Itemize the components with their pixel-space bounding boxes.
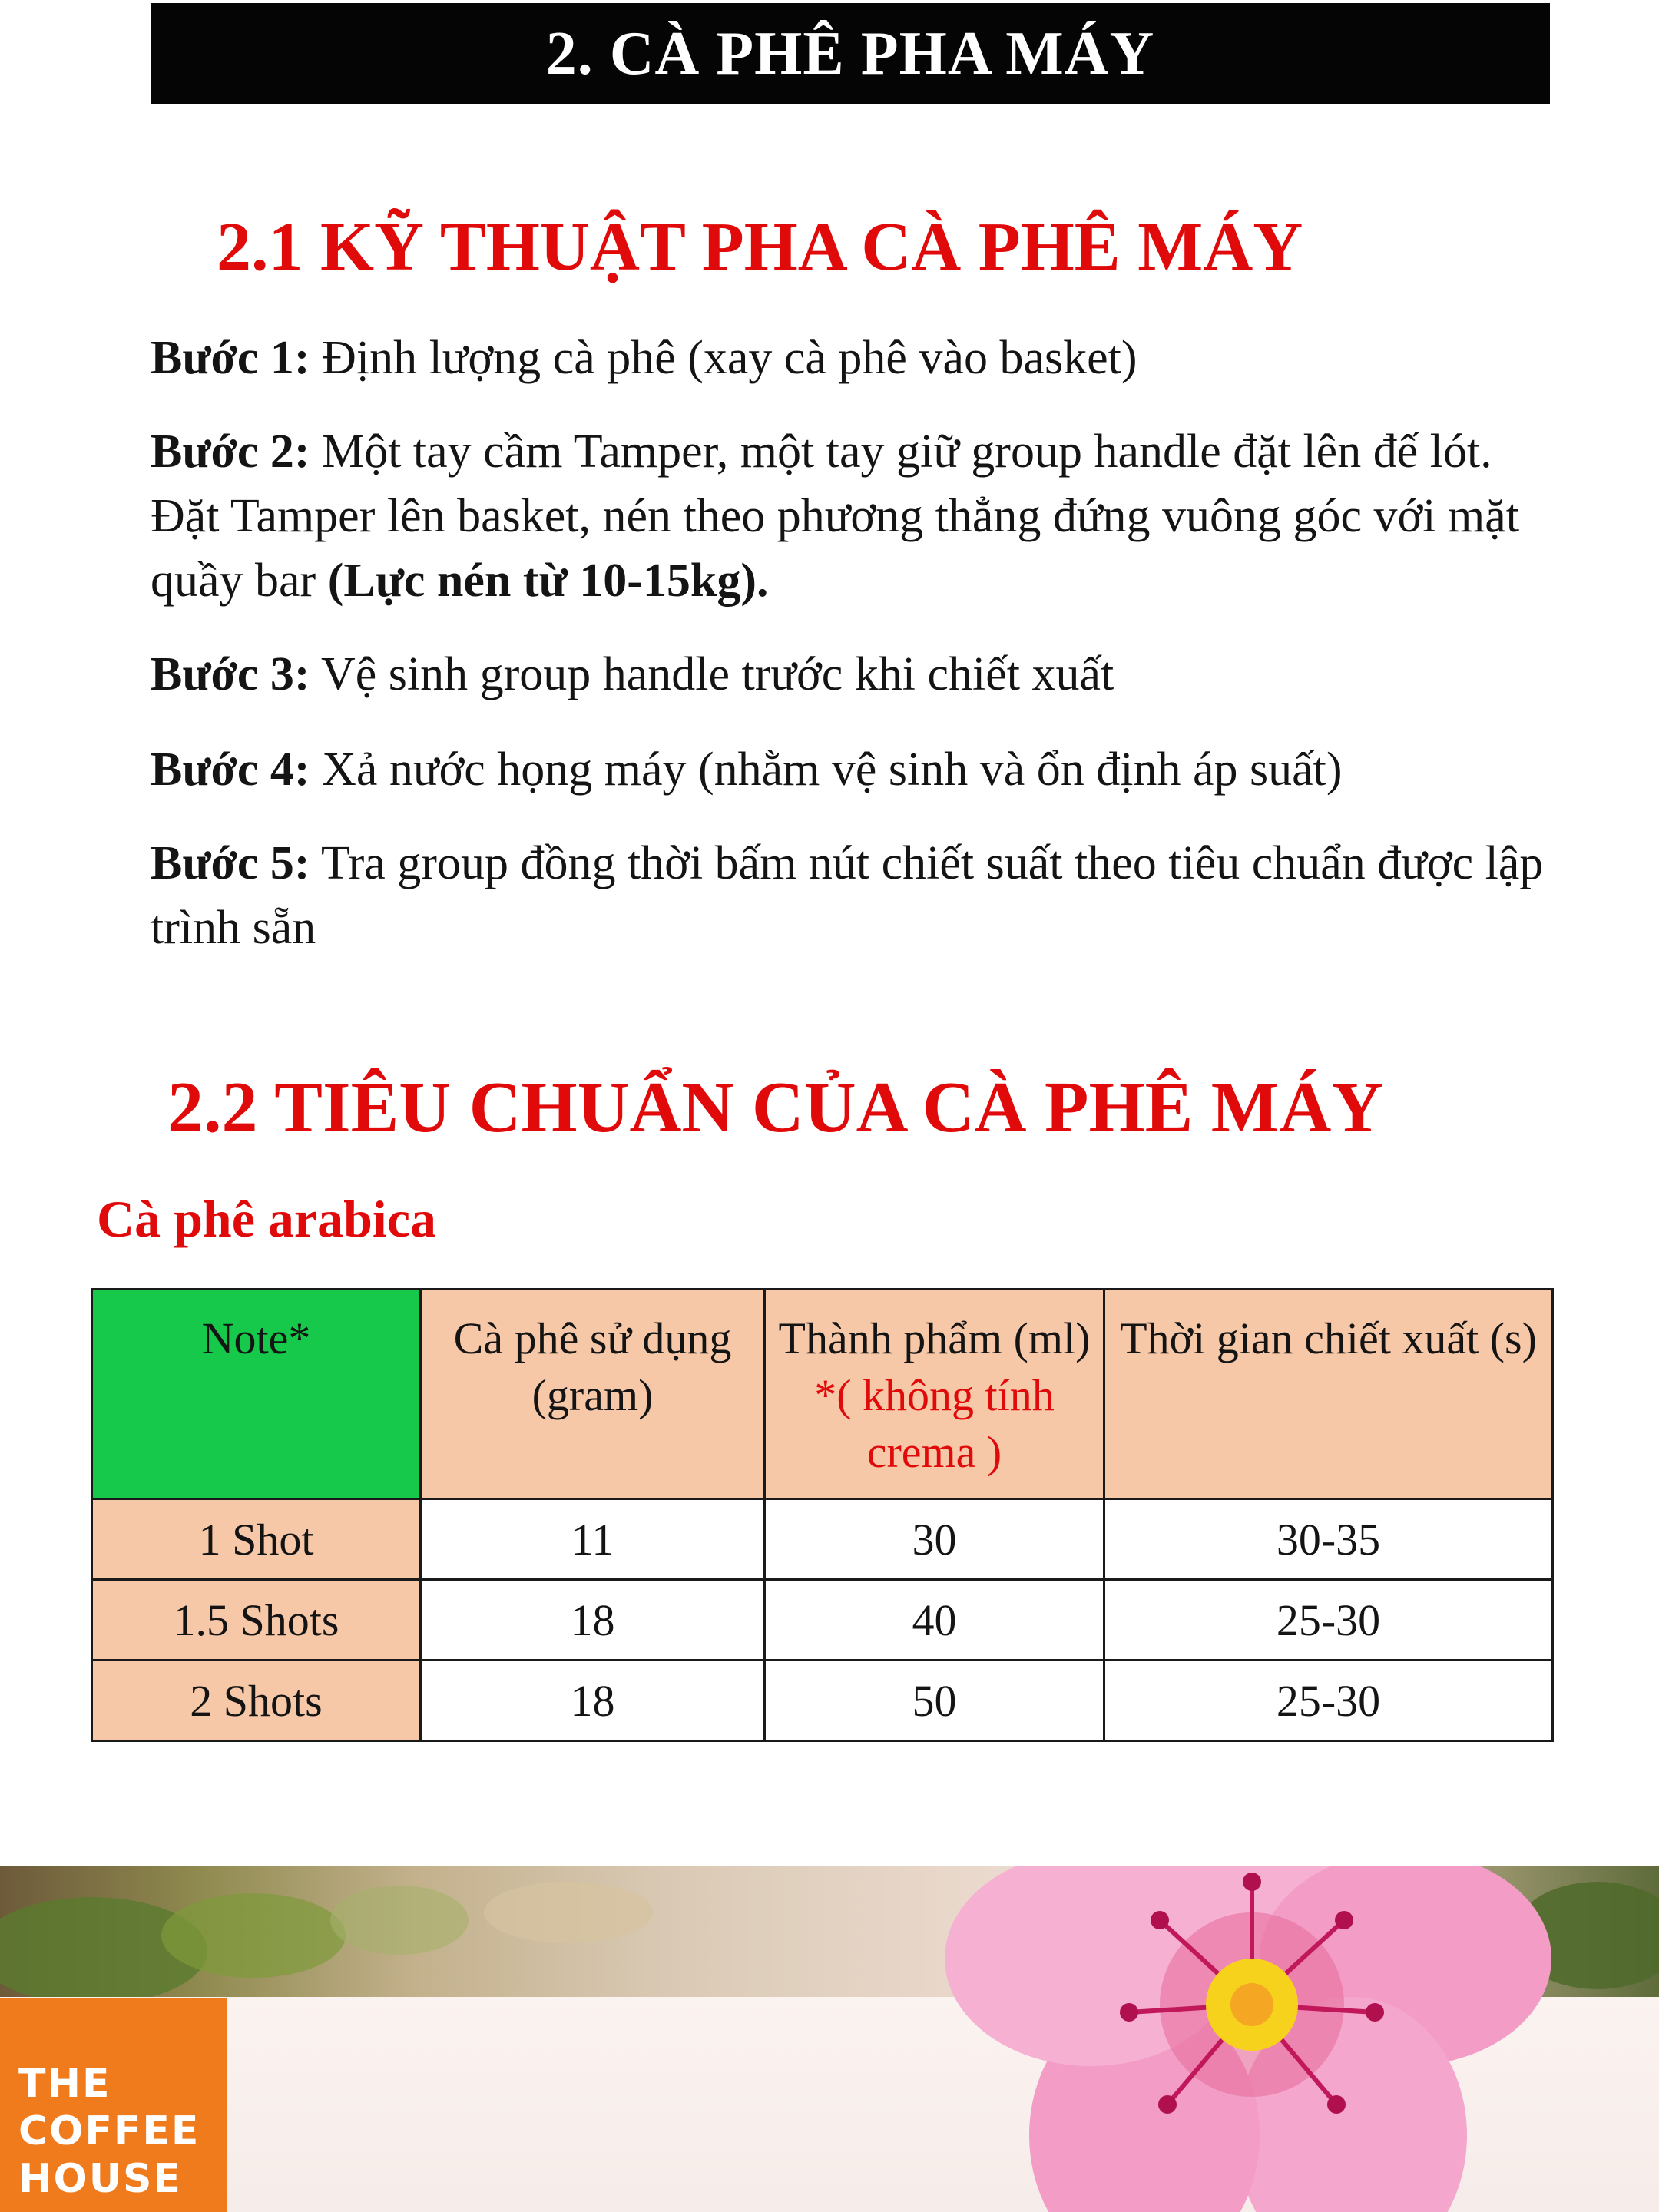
logo-line: COFFEE — [18, 2108, 200, 2154]
step-1 — [151, 326, 1564, 390]
coffee-house-logo — [0, 1998, 227, 2212]
header-coffee-amount: Cà phê sử dụng (gram) — [421, 1290, 765, 1499]
step-2 — [151, 419, 1564, 613]
row-label: 2 Shots — [92, 1661, 421, 1741]
cell-coffee: 18 — [421, 1661, 765, 1741]
chapter-title-bar — [151, 3, 1550, 104]
table-header-row — [92, 1290, 1553, 1499]
coffee-type-subtitle: Cà phê arabica — [97, 1190, 436, 1248]
header-note: Note* — [92, 1290, 421, 1499]
logo-line: THE — [18, 2061, 111, 2107]
step-text: Một tay cầm Tamper, một tay giữ group handle đặt lên đế lót. Đặt Tamper lên basket, nén theo phương thẳng đứng vuông góc với mặt quầy bar — [151, 426, 1519, 607]
step-3 — [151, 642, 1564, 707]
step-label: Bước 4: — [151, 743, 310, 796]
step-label: Bước 5: — [151, 837, 310, 889]
cell-coffee: 18 — [421, 1580, 765, 1661]
table-row — [92, 1499, 1553, 1580]
step-emphasis: (Lực nén từ 10-15kg). — [327, 555, 769, 607]
row-label: 1 Shot — [92, 1499, 421, 1580]
header-output — [765, 1290, 1104, 1499]
cell-time: 25-30 — [1104, 1580, 1553, 1661]
step-text: Định lượng cà phê (xay cà phê vào basket) — [310, 332, 1137, 384]
pink-flower-icon — [906, 1866, 1598, 2212]
section-title-standard: 2.2 TIÊU CHUẨN CỦA CÀ PHÊ MÁY — [167, 1068, 1384, 1147]
logo-line: HOUSE — [18, 2156, 182, 2202]
step-label: Bước 2: — [151, 426, 310, 478]
step-text: Xả nước họng máy (nhằm vệ sinh và ổn định áp suất) — [310, 743, 1343, 796]
section-title-technique: 2.1 KỸ THUẬT PHA CÀ PHÊ MÁY — [217, 209, 1303, 285]
header-output-main: Thành phẩm (ml) — [778, 1313, 1091, 1363]
standard-table — [91, 1288, 1554, 1742]
row-label: 1.5 Shots — [92, 1580, 421, 1661]
table-row — [92, 1661, 1553, 1741]
cell-coffee: 11 — [421, 1499, 765, 1580]
chapter-title: 2. CÀ PHÊ PHA MÁY — [545, 19, 1155, 88]
step-label: Bước 1: — [151, 332, 310, 384]
header-extraction-time: Thời gian chiết xuất (s) — [1104, 1290, 1553, 1499]
step-text: Vệ sinh group handle trước khi chiết xuất — [310, 648, 1114, 700]
step-label: Bước 3: — [151, 648, 310, 700]
step-4 — [151, 737, 1564, 802]
cell-time: 30-35 — [1104, 1499, 1553, 1580]
header-output-note: *( không tính crema ) — [814, 1370, 1055, 1477]
cell-output: 50 — [765, 1661, 1104, 1741]
step-5 — [151, 831, 1564, 960]
cell-output: 30 — [765, 1499, 1104, 1580]
decorative-footer — [0, 1866, 1659, 2212]
cell-output: 40 — [765, 1580, 1104, 1661]
cell-time: 25-30 — [1104, 1661, 1553, 1741]
step-text: Tra group đồng thời bấm nút chiết suất theo tiêu chuẩn được lập trình sẵn — [151, 837, 1544, 954]
table-row — [92, 1580, 1553, 1661]
